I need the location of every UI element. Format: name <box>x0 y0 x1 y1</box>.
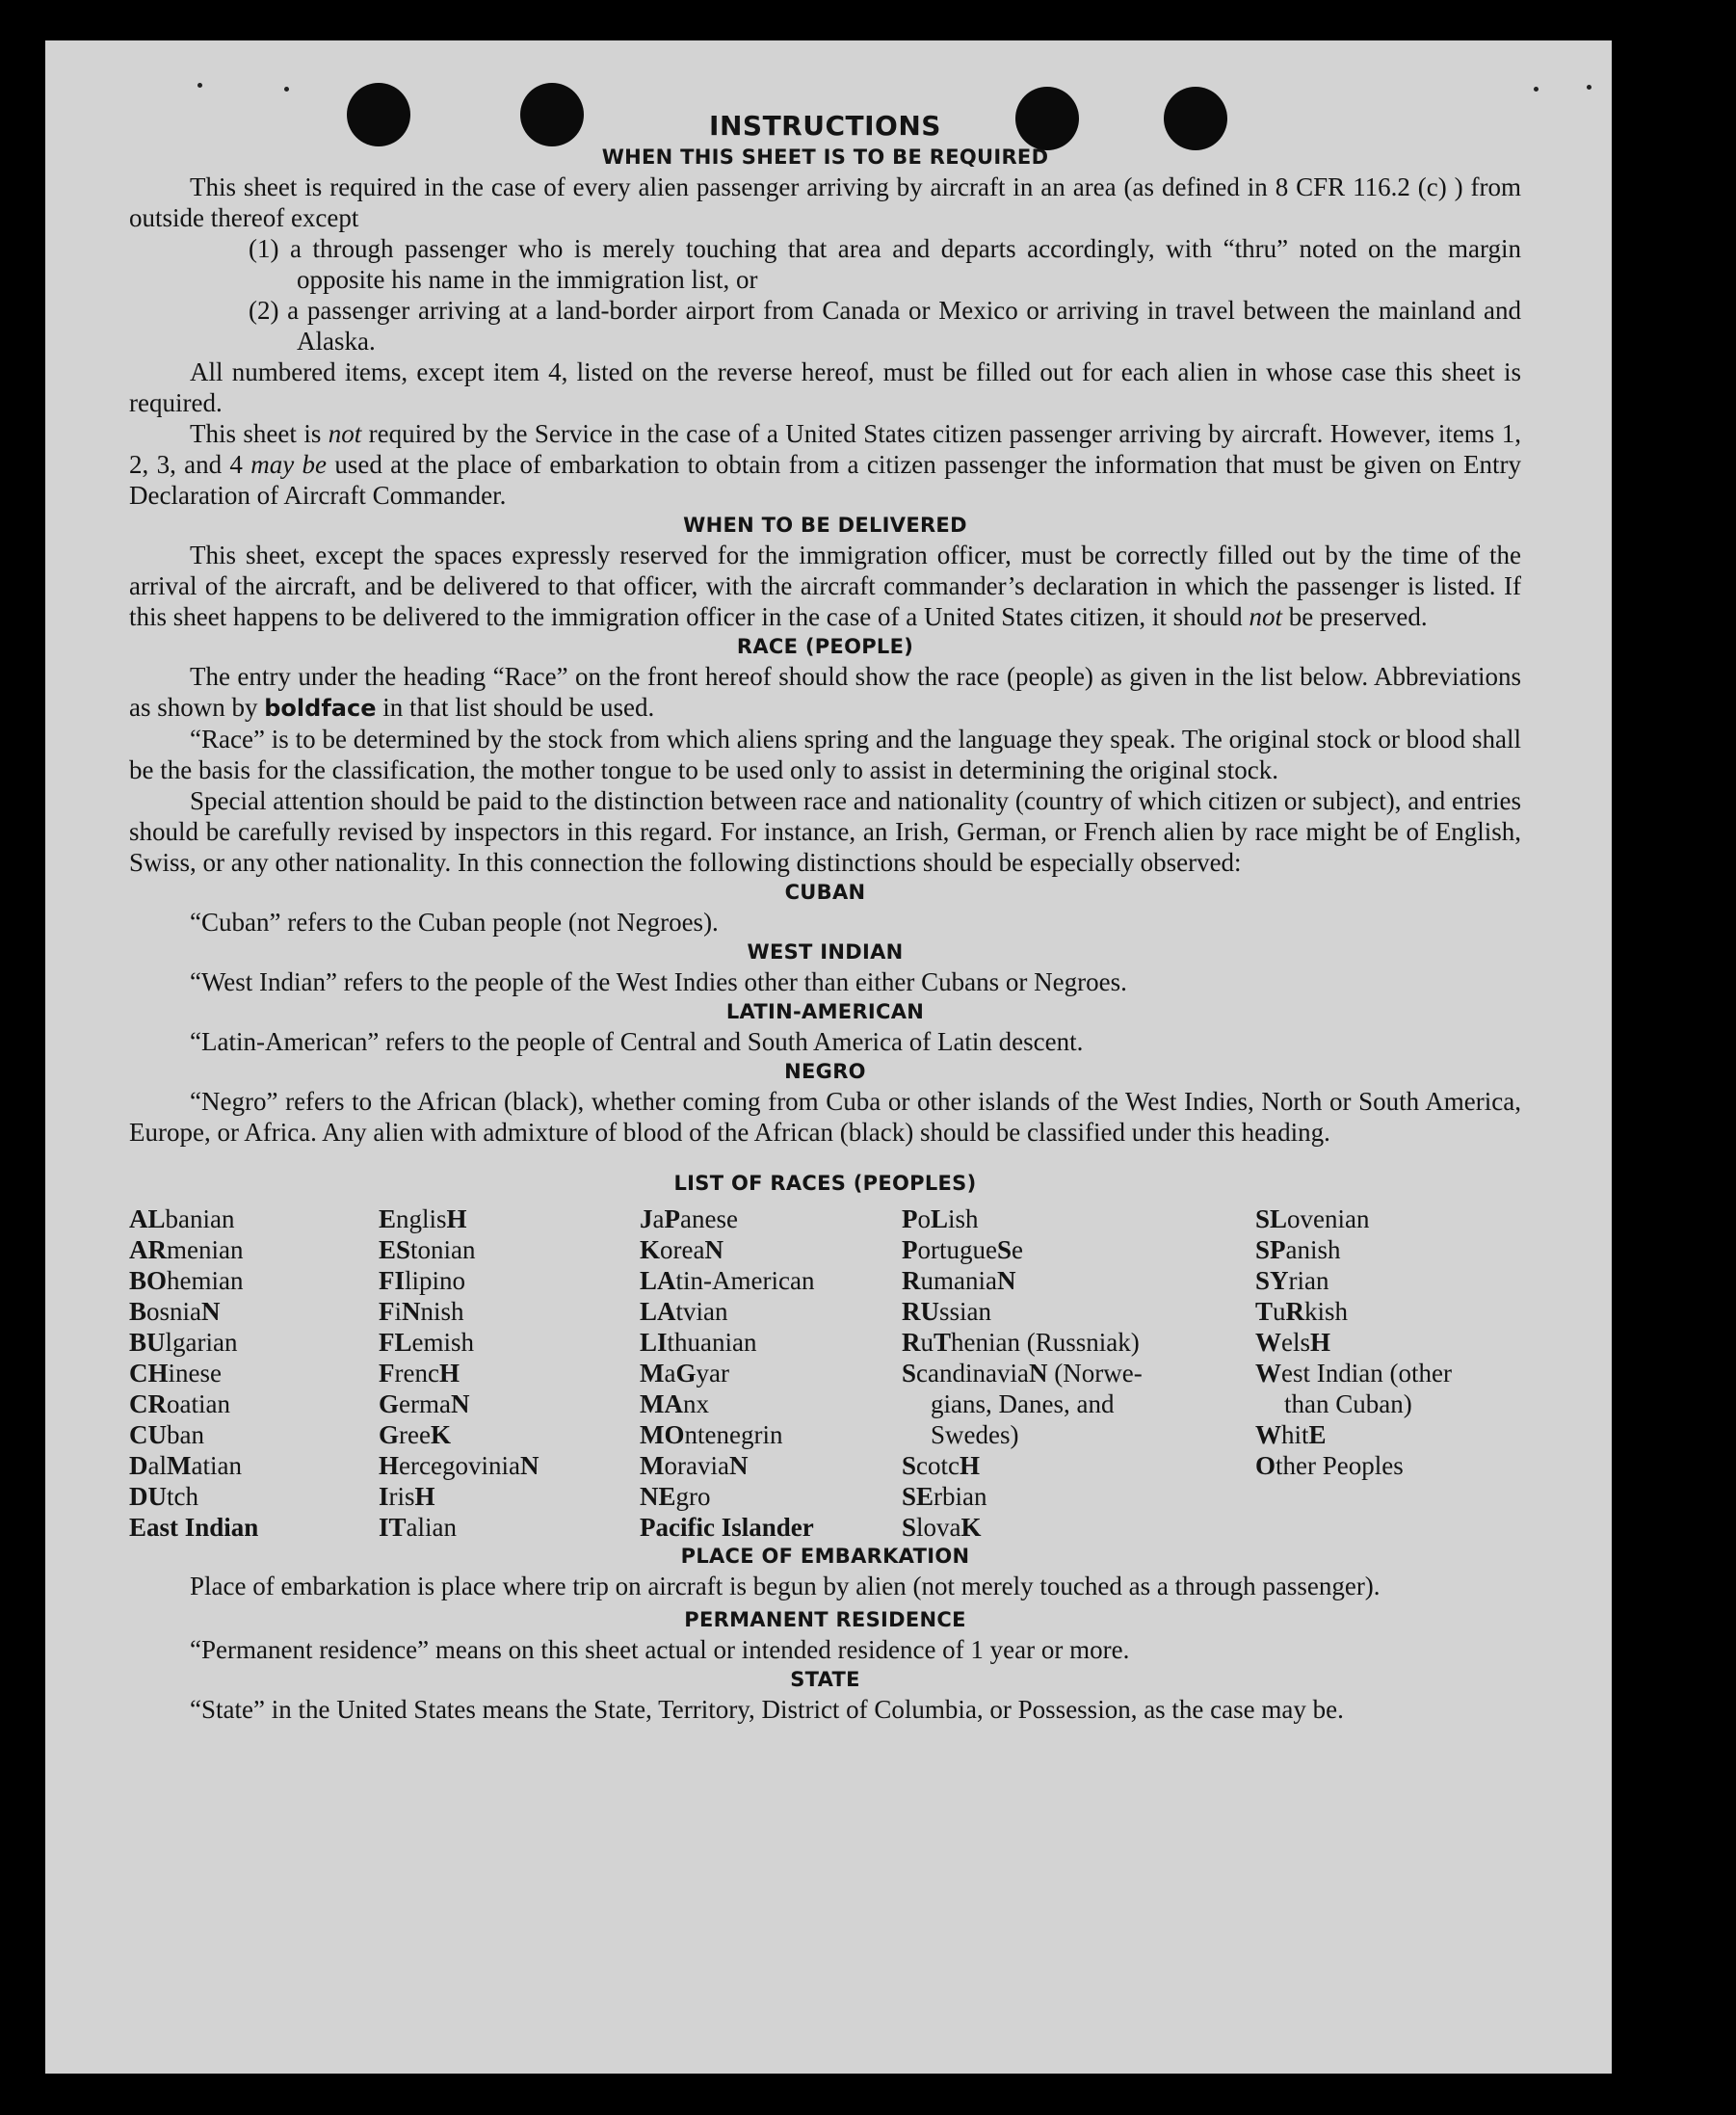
text-run: The entry under the heading “Race” on the front hereof should show the race (people) as given in the list below. Abbreviations as shown by <box>129 662 1521 722</box>
text-run: used at the place of embarkation to obtain from a citizen passenger the information that must be given on Entry Declaration of Aircraft Commander. <box>129 450 1522 510</box>
text-run: required by the Service in the case of a United States citizen passenger arriving by aircraft. However, items 1, 2, 3, and 4 <box>129 419 1521 479</box>
race-text: u <box>1273 1297 1286 1326</box>
race-abbrev: I <box>379 1482 389 1511</box>
race-entry <box>1255 1450 1452 1481</box>
race-entry <box>379 1358 539 1388</box>
race-abbrev: MO <box>640 1420 685 1449</box>
race-abbrev: Pacific Islander <box>640 1513 814 1542</box>
text-run: This sheet, except the spaces expressly reserved for the immigration officer, must be correctly filled out by the time of the arrival of the aircraft, and be delivered to that officer, with the aircraft commander’s declaration in which the passenger is listed. If this sheet happens to be delivered to the immigration officer in the case of a United States citizen, it should <box>129 541 1521 631</box>
race-abbrev: G <box>379 1420 400 1449</box>
race-entry <box>129 1327 258 1358</box>
exception-item-1: (1) a through passenger who is merely touching that area and departs accordingly, with “thru” noted on the margin opposite his name in the immigration list, or <box>249 234 1521 294</box>
race-entry <box>640 1296 814 1327</box>
race-abbrev: N <box>1028 1359 1048 1388</box>
race-text: ercegovinia <box>399 1451 520 1480</box>
race-abbrev: M <box>640 1359 665 1388</box>
race-entry <box>379 1203 539 1234</box>
text-run: in that list should be used. <box>376 693 655 722</box>
race-abbrev: N <box>201 1297 221 1326</box>
race-text: anish <box>1285 1235 1341 1264</box>
race-text: o <box>917 1204 931 1233</box>
embarkation-text: Place of embarkation is place where trip on aircraft is begun by alien (not merely touched as a through passenger). <box>190 1572 1381 1600</box>
race-text: umania <box>920 1266 997 1295</box>
race-abbrev: FI <box>379 1266 405 1295</box>
race-text: lgarian <box>165 1328 238 1357</box>
race-text: banian <box>165 1204 235 1233</box>
race-entry <box>1255 1203 1452 1234</box>
race-entry <box>1255 1265 1452 1296</box>
page-title: INSTRUCTIONS <box>709 110 941 142</box>
race-abbrev: S <box>902 1451 917 1480</box>
heading-west-indian: WEST INDIAN <box>747 940 904 964</box>
heading-list-of-races: LIST OF RACES (PEOPLES) <box>673 1172 977 1195</box>
race-text: emish <box>411 1328 475 1357</box>
race-abbrev: ES <box>379 1235 411 1264</box>
heading-latin-american: LATIN-AMERICAN <box>725 1000 925 1023</box>
race-text: tvian <box>675 1297 728 1326</box>
race-text: lipino <box>405 1266 466 1295</box>
heading-state: STATE <box>790 1668 860 1691</box>
race-abbrev: East Indian <box>129 1513 259 1542</box>
state-text: “State” in the United States means the State, Territory, District of Columbia, or Possession, as the case may be. <box>190 1695 1344 1724</box>
race-text: cotc <box>916 1451 960 1480</box>
race-entry <box>379 1265 539 1296</box>
race-text: a <box>664 1359 676 1388</box>
race-abbrev: NE <box>640 1482 676 1511</box>
race-entry <box>640 1450 814 1481</box>
race-abbrev: BU <box>129 1328 166 1357</box>
negro-text: “Negro” refers to the African (black), whether coming from Cuba or other islands of the West Indies, North or South America, Europe, or Africa. Any alien with admixture of blood of the African (black) should be classified under this heading. <box>129 1087 1521 1147</box>
race-text: osnia <box>146 1297 202 1326</box>
race-abbrev: W <box>1255 1328 1281 1357</box>
race-entry <box>640 1512 814 1543</box>
races-column-3 <box>640 1203 814 1543</box>
delivered-paragraph <box>129 540 1521 632</box>
instructions-content <box>129 108 1521 1725</box>
race-entry <box>1255 1358 1452 1388</box>
race-abbrev: E <box>379 1204 397 1233</box>
race-text: ish <box>948 1204 979 1233</box>
race-text: yar <box>696 1359 729 1388</box>
race-abbrev: T <box>1255 1297 1274 1326</box>
required-paragraph-2: All numbered items, except item 4, listed on the reverse hereof, must be filled out for each alien in whose case this sheet is required. <box>129 357 1521 417</box>
race-text: orea <box>660 1235 705 1264</box>
race-text: nglis <box>396 1204 447 1233</box>
race-entry <box>129 1358 258 1388</box>
race-abbrev: H <box>446 1204 467 1233</box>
race-entry: than Cuban) <box>1284 1389 1412 1418</box>
race-text: a <box>652 1204 665 1233</box>
race-text: al <box>147 1451 167 1480</box>
race-abbrev: P <box>664 1204 680 1233</box>
race-text: (Norwe- <box>1047 1359 1143 1388</box>
emphasis: may be <box>250 450 328 479</box>
race-text: tonian <box>410 1235 476 1264</box>
race-entry <box>902 1358 1143 1388</box>
race-text: alian <box>406 1513 458 1542</box>
race-abbrev: DU <box>129 1482 167 1511</box>
race-entry <box>379 1450 539 1481</box>
race-text: hemian <box>167 1266 244 1295</box>
race-abbrev: LA <box>640 1297 676 1326</box>
race-paragraph-3: Special attention should be paid to the distinction between race and nationality (country of which citizen or subject), and entries should be carefully revised by inspectors in this regard. For instance, an Irish, German, or French alien by race might be of English, Swiss, or any other nationality. In this connection the following distinctions should be especially observed: <box>129 786 1521 877</box>
race-paragraph-2: “Race” is to be determined by the stock from which aliens spring and the language they speak. The original stock or blood shall be the basis for the classification, the mother tongue to be used only to assist in determining the original stock. <box>129 725 1521 784</box>
race-entry <box>129 1388 258 1419</box>
race-abbrev: S <box>996 1235 1013 1264</box>
race-abbrev: K <box>640 1235 661 1264</box>
race-text: u <box>920 1328 934 1357</box>
heading-embarkation: PLACE OF EMBARKATION <box>680 1545 970 1568</box>
race-text: candinavia <box>916 1359 1029 1388</box>
race-abbrev: K <box>430 1420 451 1449</box>
race-text: inese <box>168 1359 222 1388</box>
race-abbrev: H <box>379 1451 400 1480</box>
race-text: ther Peoples <box>1276 1451 1404 1480</box>
speck <box>1534 87 1539 92</box>
race-text: oatian <box>167 1389 230 1418</box>
race-abbrev: J <box>640 1204 653 1233</box>
races-column-5 <box>1255 1203 1452 1481</box>
race-text: erma <box>399 1389 451 1418</box>
race-text: els <box>1281 1328 1310 1357</box>
race-abbrev: AL <box>129 1204 166 1233</box>
heading-negro: NEGRO <box>784 1060 866 1083</box>
race-text: rian <box>1288 1266 1329 1295</box>
race-entry <box>129 1234 258 1265</box>
race-text: ortugue <box>917 1235 997 1264</box>
race-entry <box>379 1419 539 1450</box>
race-entry <box>902 1327 1143 1358</box>
race-entry <box>129 1481 258 1512</box>
race-abbrev: G <box>675 1359 697 1388</box>
race-abbrev: LA <box>640 1266 676 1295</box>
race-entry <box>129 1296 258 1327</box>
race-text: est Indian (other <box>1281 1359 1452 1388</box>
race-abbrev: N <box>519 1451 539 1480</box>
race-text: henian (Russniak) <box>951 1328 1140 1357</box>
heading-race: RACE (PEOPLE) <box>736 635 914 658</box>
race-abbrev: L <box>931 1204 949 1233</box>
race-abbrev: CH <box>129 1359 169 1388</box>
race-entry <box>129 1419 258 1450</box>
race-abbrev: F <box>379 1359 395 1388</box>
race-text: ban <box>167 1420 204 1449</box>
race-entry <box>902 1203 1143 1234</box>
race-entry: gians, Danes, and <box>931 1389 1115 1418</box>
race-entry <box>379 1327 539 1358</box>
race-abbrev: N <box>704 1235 723 1264</box>
race-abbrev: F <box>379 1297 395 1326</box>
race-entry <box>379 1296 539 1327</box>
race-abbrev: CR <box>129 1389 167 1418</box>
document-page <box>45 40 1612 2074</box>
race-entry <box>640 1419 814 1450</box>
race-abbrev: N <box>402 1297 421 1326</box>
race-abbrev: W <box>1255 1359 1281 1388</box>
residence-text: “Permanent residence” means on this sheet actual or intended residence of 1 year or more. <box>190 1635 1130 1664</box>
race-entry <box>129 1450 258 1481</box>
race-entry <box>1255 1234 1452 1265</box>
race-abbrev: K <box>960 1513 982 1542</box>
race-entry <box>640 1481 814 1512</box>
emphasis: not <box>328 419 362 448</box>
race-text: menian <box>167 1235 244 1264</box>
race-paragraph-1 <box>129 661 1521 724</box>
race-abbrev: BO <box>129 1266 168 1295</box>
race-abbrev: O <box>1255 1451 1276 1480</box>
race-text: i <box>394 1297 403 1326</box>
race-entry <box>640 1234 814 1265</box>
races-column-2 <box>379 1203 539 1543</box>
race-abbrev: AR <box>129 1235 167 1264</box>
text-run: This sheet is <box>190 419 329 448</box>
exception-item-2: (2) a passenger arriving at a land-border airport from Canada or Mexico or arriving in travel between the mainland and Alaska. <box>249 296 1521 356</box>
required-paragraph-3 <box>129 418 1521 511</box>
race-abbrev: P <box>902 1235 918 1264</box>
race-abbrev: SY <box>1255 1266 1289 1295</box>
race-text: ovenian <box>1287 1204 1370 1233</box>
race-abbrev: H <box>414 1482 435 1511</box>
race-text: kish <box>1304 1297 1349 1326</box>
speck <box>284 87 289 92</box>
race-entry <box>640 1388 814 1419</box>
race-entry <box>129 1203 258 1234</box>
race-entry <box>640 1265 814 1296</box>
races-list <box>129 1203 1521 1542</box>
west-indian-text: “West Indian” refers to the people of the West Indies other than either Cubans or Negroes. <box>190 967 1127 996</box>
race-text: renc <box>394 1359 439 1388</box>
speck <box>1587 85 1591 90</box>
race-abbrev: FL <box>379 1328 412 1357</box>
race-abbrev: H <box>438 1359 460 1388</box>
race-entry <box>640 1358 814 1388</box>
races-column-1 <box>129 1203 258 1543</box>
race-text: tch <box>167 1482 198 1511</box>
heading-cuban: CUBAN <box>784 881 866 904</box>
race-abbrev: W <box>1255 1420 1281 1449</box>
race-abbrev: G <box>379 1389 400 1418</box>
race-entry <box>902 1265 1143 1296</box>
boldface-word: boldface <box>264 695 377 722</box>
cuban-text: “Cuban” refers to the Cuban people (not Negroes). <box>190 908 719 937</box>
race-text: lova <box>916 1513 961 1542</box>
race-text: nish <box>420 1297 464 1326</box>
race-abbrev: MA <box>640 1389 683 1418</box>
race-entry <box>902 1450 1143 1481</box>
race-abbrev: LI <box>640 1328 668 1357</box>
race-abbrev: SL <box>1255 1204 1288 1233</box>
race-text: ssian <box>939 1297 991 1326</box>
race-entry <box>902 1296 1143 1327</box>
race-abbrev: M <box>167 1451 192 1480</box>
race-entry <box>129 1265 258 1296</box>
race-abbrev: IT <box>379 1513 407 1542</box>
race-entry <box>1255 1296 1452 1327</box>
race-entry <box>379 1388 539 1419</box>
race-text: ntenegrin <box>684 1420 783 1449</box>
race-abbrev: H <box>960 1451 981 1480</box>
race-abbrev: M <box>640 1451 665 1480</box>
race-abbrev: S <box>902 1359 917 1388</box>
race-entry <box>379 1234 539 1265</box>
race-text: atian <box>191 1451 242 1480</box>
race-text: anese <box>679 1204 738 1233</box>
race-entry <box>640 1203 814 1234</box>
race-text: gro <box>675 1482 711 1511</box>
race-entry <box>379 1481 539 1512</box>
race-abbrev: B <box>129 1297 147 1326</box>
required-paragraph-1: This sheet is required in the case of every alien passenger arriving by aircraft in an area (as defined in 8 CFR 116.2 (c) ) from outside thereof except <box>129 172 1521 232</box>
race-entry <box>379 1512 539 1543</box>
race-abbrev: CU <box>129 1420 167 1449</box>
race-entry <box>129 1512 258 1543</box>
race-text: rbian <box>934 1482 987 1511</box>
race-abbrev: R <box>1285 1297 1305 1326</box>
text-run: be preserved. <box>1281 602 1428 631</box>
heading-when-delivered: WHEN TO BE DELIVERED <box>683 514 967 537</box>
speck <box>197 83 202 88</box>
race-abbrev: RU <box>902 1297 939 1326</box>
race-text: oravia <box>664 1451 729 1480</box>
race-entry: Swedes) <box>931 1420 1019 1449</box>
race-entry <box>1255 1327 1452 1358</box>
race-entry <box>640 1327 814 1358</box>
race-abbrev: N <box>996 1266 1016 1295</box>
race-text: ris <box>388 1482 415 1511</box>
race-abbrev: T <box>934 1328 952 1357</box>
race-abbrev: R <box>902 1328 921 1357</box>
race-entry <box>902 1512 1143 1543</box>
race-abbrev: SP <box>1255 1235 1286 1264</box>
race-entry <box>1255 1419 1452 1450</box>
race-abbrev: SE <box>902 1482 934 1511</box>
race-abbrev: N <box>728 1451 749 1480</box>
heading-when-required: WHEN THIS SHEET IS TO BE REQUIRED <box>601 145 1049 169</box>
race-text: nx <box>682 1389 709 1418</box>
race-abbrev: N <box>450 1389 470 1418</box>
race-text: ree <box>399 1420 431 1449</box>
race-abbrev: R <box>902 1266 921 1295</box>
race-text: thuanian <box>667 1328 757 1357</box>
race-abbrev: S <box>902 1513 917 1542</box>
race-abbrev: E <box>1308 1420 1327 1449</box>
race-text: hit <box>1281 1420 1309 1449</box>
race-text: e <box>1012 1235 1023 1264</box>
heading-permanent-residence: PERMANENT RESIDENCE <box>684 1608 966 1631</box>
races-column-4 <box>902 1203 1143 1543</box>
race-entry <box>902 1481 1143 1512</box>
race-text: tin-American <box>675 1266 815 1295</box>
race-abbrev: D <box>129 1451 148 1480</box>
race-entry <box>902 1234 1143 1265</box>
race-abbrev: H <box>1310 1328 1331 1357</box>
latin-american-text: “Latin-American” refers to the people of Central and South America of Latin descent. <box>190 1027 1084 1056</box>
emphasis: not <box>1249 602 1282 631</box>
race-abbrev: P <box>902 1204 918 1233</box>
